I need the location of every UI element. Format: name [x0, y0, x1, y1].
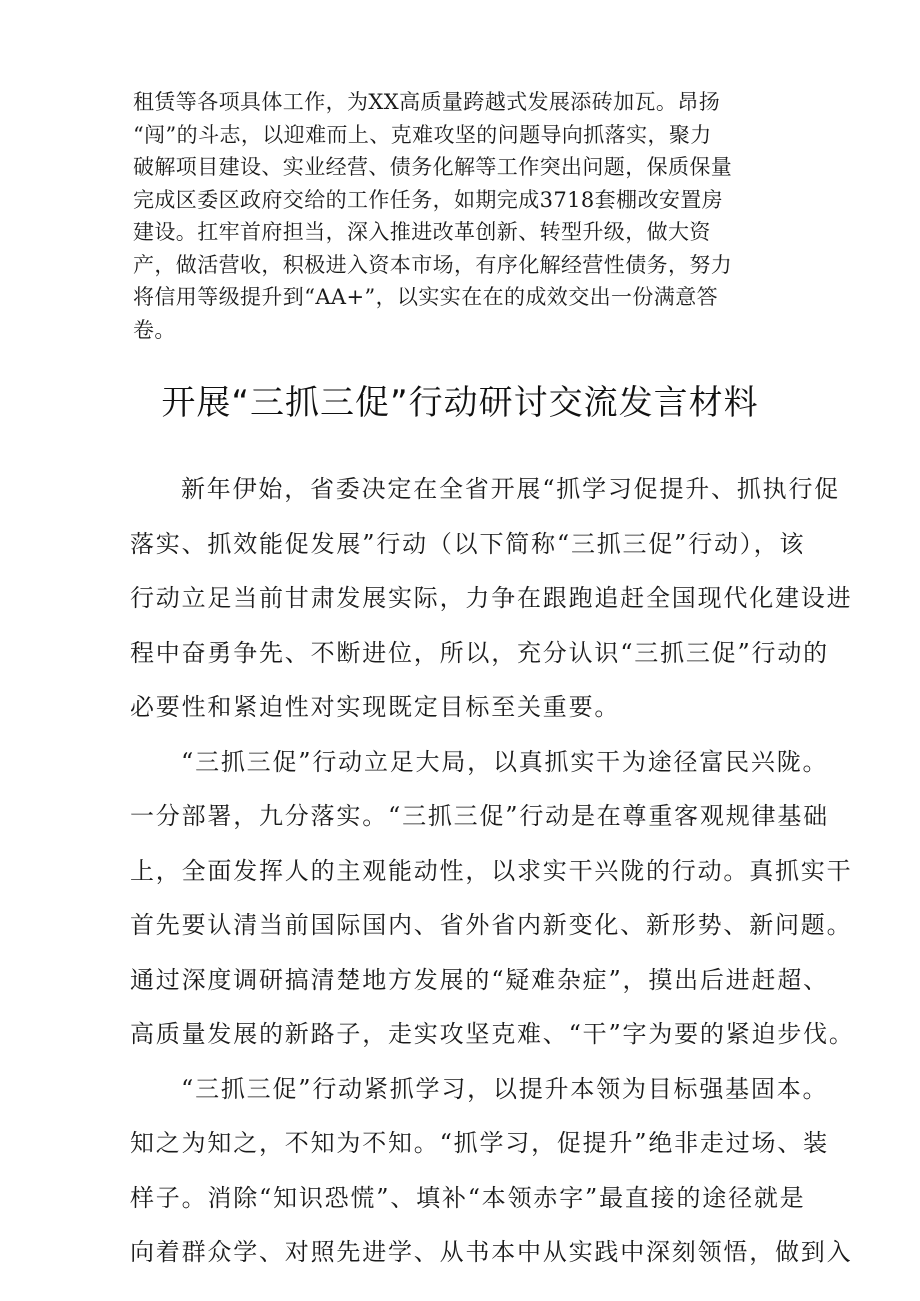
document-body [130, 462, 855, 1280]
text-line: 一分部署，九分落实。“三抓三促”行动是在尊重客观规律基础 [130, 802, 829, 830]
text-line: 将信用等级提升到“AA+”，以实实在在的成效交出一份满意答 [133, 285, 718, 309]
text-line: “三抓三促”行动紧抓学习，以提升本领为目标强基固本。 [181, 1074, 829, 1103]
text-line: “三抓三促”行动立足大局，以真抓实干为途径富民兴陇。 [181, 747, 829, 776]
text-line: 样子。消除“知识恐慌”、填补“本领赤字”最直接的途径就是 [130, 1183, 806, 1212]
text-line: 行动立足当前甘肃发展实际，力争在跟跑追赶全国现代化建设进 [130, 584, 853, 612]
text-line: 落实、抓效能促发展”行动（以下简称“三抓三促”行动），该 [130, 529, 806, 558]
text-line: 租赁等各项具体工作，为XX高质量跨越式发展添砖加瓦。昂扬 [133, 90, 721, 114]
text-line: 高质量发展的新路子，走实攻坚克难、“干”字为要的紧迫步伐。 [130, 1020, 855, 1048]
paragraph-2 [130, 735, 855, 1062]
text-line: 破解项目建设、实业经营、债务化解等工作突出问题，保质保量 [133, 155, 733, 179]
text-line: 知之为知之，不知为不知。“抓学习，促提升”绝非走过场、装 [130, 1129, 829, 1157]
text-line: 卷。 [133, 317, 176, 342]
text-line: 上，全面发挥人的主观能动性，以求实干兴陇的行动。真抓实干 [130, 856, 853, 885]
paragraph-3 [130, 1062, 853, 1280]
document-title: 开展“三抓三促”行动研讨交流发言材料 [161, 383, 759, 423]
text-line: 必要性和紧迫性对实现既定目标至关重要。 [130, 693, 621, 721]
text-line: 新年伊始，省委决定在全省开展“抓学习促提升、抓执行促 [181, 475, 841, 503]
text-line: 向着群众学、对照先进学、从书本中从实践中深刻领悟，做到入 [130, 1238, 853, 1266]
text-line: 程中奋勇争先、不断进位，所以，充分认识“三抓三促”行动的 [130, 638, 829, 667]
continuation-paragraph [133, 86, 793, 346]
text-line: “闯”的斗志，以迎难而上、克难攻坚的问题导向抓落实，聚力 [133, 122, 712, 147]
text-line: 首先要认清当前国际国内、省外省内新变化、新形势、新问题。 [130, 911, 853, 939]
text-line: 建设。扛牢首府担当，深入推进改革创新、转型升级，做大资 [133, 220, 711, 244]
text-line: 产，做活营收，积极进入资本市场，有序化解经营性债务，努力 [133, 252, 733, 277]
text-line: 完成区委区政府交给的工作任务，如期完成3718套棚改安置房 [133, 187, 724, 212]
paragraph-1 [130, 462, 853, 735]
text-line: 通过深度调研搞清楚地方发展的“疑难杂症”，摸出后进赶超、 [130, 965, 829, 994]
